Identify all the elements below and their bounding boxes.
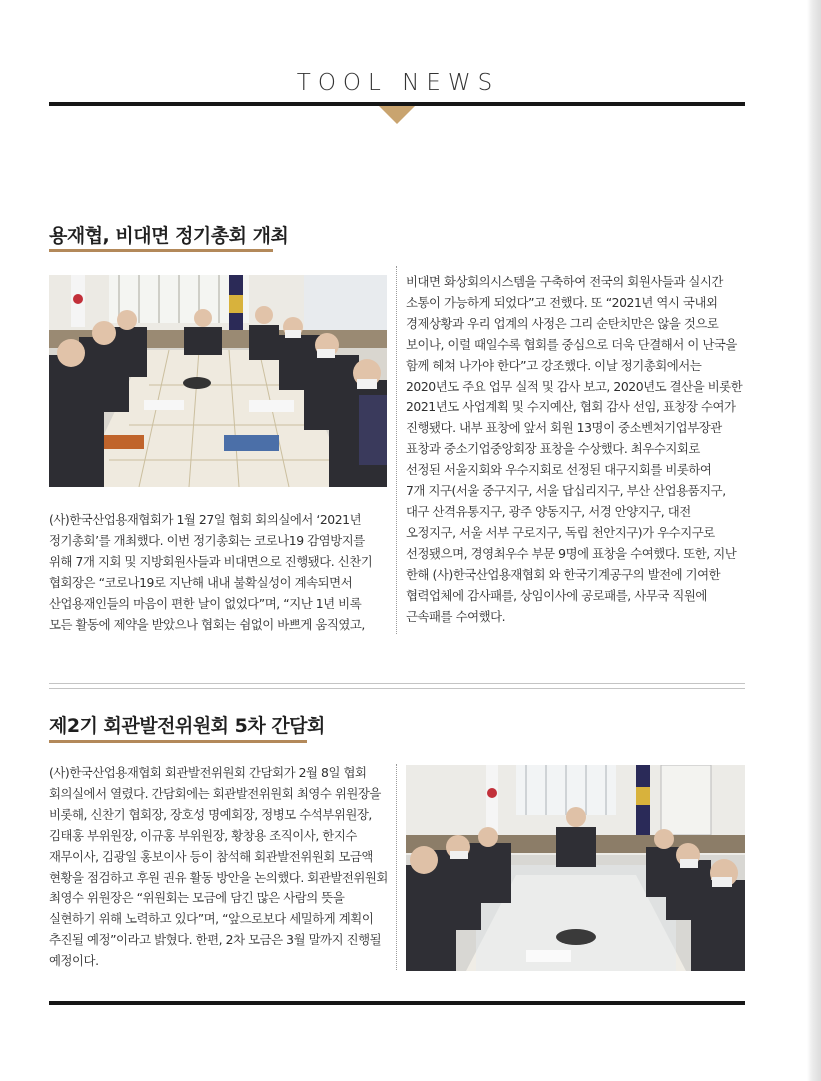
text-line: 2021년도 사업계획 및 수지예산, 협회 감사 선임, 표창장 수여가 (406, 399, 736, 415)
text-line: 비롯해, 신찬기 협회장, 장호성 명예회장, 정병모 수석부위원장, (49, 806, 372, 822)
text-line: 소통이 가능하게 되었다”고 전했다. 또 “2021년 역시 국내외 (406, 294, 718, 310)
text-line: 정기총회’를 개최했다. 이번 정기총회는 코로나19 감염방지를 (49, 532, 365, 548)
committee-meeting-photo (406, 765, 745, 971)
article1-right-column (406, 272, 746, 627)
text-line: 추진될 예정”이라고 밝혔다. 한편, 2차 모금은 3월 말까지 진행될 (49, 932, 382, 948)
column-divider (396, 266, 397, 634)
text-line: (사)한국산업용재협회가 1월 27일 협회 회의실에서 ‘2021년 (49, 512, 362, 527)
text-line: 선정된 서울지회와 우수지회로 선정된 대구지회를 비롯하여 (406, 462, 712, 478)
text-line: 협력업체에 감사패를, 상임이사에 공로패를, 사무국 직원에 (406, 587, 707, 603)
article2-title-underline (49, 740, 307, 743)
article2-text-column (49, 763, 389, 972)
text-line: 산업용재인들의 마음이 편한 날이 없었다”며, “지난 1년 비록 (49, 595, 362, 611)
text-line: 모든 활동에 제약을 받았으나 협회는 쉼없이 바쁘게 움직였고, (49, 616, 365, 632)
text-line: 현황을 점검하고 후원 권유 활동 방안을 논의했다. 회관발전위원회 (49, 869, 388, 885)
article1-left-column (49, 510, 389, 635)
text-line: 표창과 중소기업중앙회장 표창을 수상했다. 최우수지회로 (406, 441, 700, 457)
text-line: 경제상황과 우리 업계의 사정은 그리 순탄치만은 않을 것으로 (406, 315, 719, 331)
text-line: 선정됐으며, 경영최우수 부문 9명에 표창을 수여했다. 또한, 지난 (406, 545, 737, 561)
column-divider (396, 764, 397, 970)
header-triangle-marker (379, 106, 415, 124)
text-line: 최영수 위원장은 “위원회는 모금에 담긴 많은 사람의 뜻을 (49, 890, 345, 906)
article1-title-underline (49, 249, 273, 252)
text-line: 김태홍 부위원장, 이규홍 부위원장, 황창용 조직이사, 한지수 (49, 827, 357, 843)
text-line: 보이나, 이럴 때일수록 협회를 중심으로 더욱 단결해서 이 난국을 (406, 336, 737, 352)
text-line: 함께 헤쳐 나가야 한다”고 강조했다. 이날 정기총회에서는 (406, 357, 702, 373)
text-line: 재무이사, 김광일 홍보이사 등이 참석해 회관발전위원회 모금액 (49, 848, 373, 864)
text-line: 협회장은 “코로나19로 지난해 내내 불확실성이 계속되면서 (49, 574, 353, 590)
text-line: 위해 7개 지회 및 지방회원사들과 비대면으로 진행됐다. 신찬기 (49, 553, 373, 569)
text-line: 진행됐다. 내부 표창에 앞서 회원 13명이 중소벤처기업부장관 (406, 420, 722, 436)
article1-title: 용재협, 비대면 정기총회 개최 (49, 225, 289, 247)
text-line: 근속패를 수여했다. (406, 608, 506, 624)
text-line: (사)한국산업용재협회 회관발전위원회 간담회가 2월 8일 협회 (49, 765, 367, 780)
text-line: 한해 (사)한국산업용재협회 와 한국기계공구의 발전에 기여한 (406, 566, 721, 582)
text-line: 오정지구, 서울 서부 구로지구, 독립 천안지구)가 우수지구로 (406, 524, 715, 540)
section-separator (49, 683, 745, 684)
text-line: 예정이다. (49, 953, 99, 969)
footer-rule (49, 1001, 745, 1005)
text-line: 비대면 화상회의시스템을 구축하여 전국의 회원사들과 실시간 (406, 274, 723, 289)
article2-title: 제2기 회관발전위원회 5차 간담회 (49, 715, 325, 737)
text-line: 2020년도 주요 업무 실적 및 감사 보고, 2020년도 결산을 비롯한 (406, 378, 743, 394)
section-separator (49, 688, 745, 689)
text-line: 회의실에서 열렸다. 간담회에는 회관발전위원회 최영수 위원장을 (49, 785, 381, 801)
text-line: 대구 산격유통지구, 광주 양동지구, 서경 안양지구, 대전 (406, 503, 691, 519)
text-line: 실현하기 위해 노력하고 있다”며, “앞으로보다 세밀하게 계획이 (49, 911, 374, 927)
page-edge-shadow (807, 0, 821, 1081)
section-header-title: TOOL NEWS (296, 70, 500, 96)
text-line: 7개 지구(서울 중구지구, 서울 답십리지구, 부산 산업용품지구, (406, 483, 726, 499)
general-meeting-photo (49, 275, 387, 487)
